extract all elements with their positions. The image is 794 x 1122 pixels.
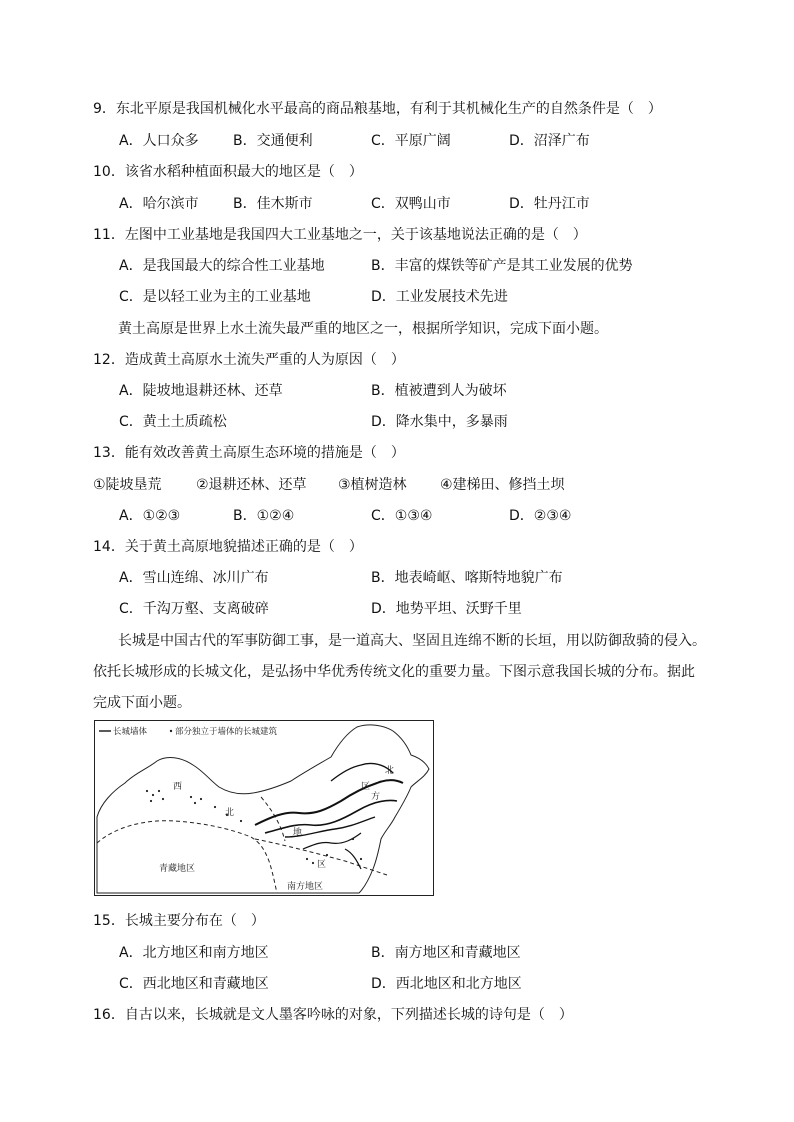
- question-16-stem: 16．自古以来，长城就是文人墨客吟咏的对象，下列描述长城的诗句是（ ）: [93, 1007, 573, 1023]
- q9-option-b[interactable]: B．交通便利: [233, 133, 313, 149]
- boundary-qingzang: [97, 821, 277, 893]
- q15-option-a[interactable]: A．北方地区和南方地区: [119, 945, 269, 961]
- great-wall-line-4: [331, 763, 393, 781]
- q14-option-a[interactable]: A．雪山连绵、冰川广布: [119, 570, 269, 586]
- q13-item-2: ②退耕还林、还草: [196, 477, 307, 493]
- legend-wall-label: 长城墙体: [113, 727, 148, 737]
- q15-option-c[interactable]: C．西北地区和青藏地区: [119, 976, 269, 992]
- boundary-northwest-north: [261, 797, 285, 841]
- q13-item-3: ③植树造林: [338, 477, 407, 493]
- q11-option-a[interactable]: A．是我国最大的综合性工业基地: [119, 258, 325, 274]
- q11-option-d[interactable]: D．工业发展技术先进: [371, 289, 508, 305]
- q15-option-d[interactable]: D．西北地区和北方地区: [371, 976, 522, 992]
- q11-option-b[interactable]: B．丰富的煤铁等矿产是其工业发展的优势: [371, 258, 633, 274]
- map-svg: [95, 721, 433, 895]
- question-15-stem: 15．长城主要分布在（ ）: [93, 913, 265, 929]
- q13-option-d[interactable]: D．②③④: [509, 508, 572, 524]
- label-fang: 方: [371, 792, 381, 802]
- wall-building-dots: [146, 790, 362, 864]
- china-outline: [97, 725, 429, 893]
- q13-item-1: ①陡坡垦荒: [93, 477, 162, 493]
- label-nanfang-region: 南方地区: [287, 882, 324, 892]
- legend-building-dot-icon: [170, 730, 172, 732]
- q14-option-d[interactable]: D．地势平坦、沃野千里: [371, 601, 522, 617]
- q11-option-c[interactable]: C．是以轻工业为主的工业基地: [119, 289, 311, 305]
- q10-option-c[interactable]: C．双鸭山市: [371, 196, 451, 212]
- question-12-stem: 12．造成黄土高原水土流失严重的人为原因（ ）: [93, 352, 405, 368]
- q13-option-b[interactable]: B．①②④: [233, 508, 295, 524]
- question-11-stem: 11．左图中工业基地是我国四大工业基地之一，关于该基地说法正确的是（ ）: [93, 227, 587, 243]
- q12-option-b[interactable]: B．植被遭到人为破坏: [371, 383, 507, 399]
- q13-option-a[interactable]: A．①②③: [119, 508, 181, 524]
- great-wall-intro-line-3: 完成下面小题。: [93, 695, 191, 711]
- label-bei-north: 北: [385, 766, 395, 776]
- q10-option-a[interactable]: A．哈尔滨市: [119, 196, 199, 212]
- label-qingzang-region: 青藏地区: [159, 864, 196, 874]
- label-xi: 西: [173, 782, 183, 792]
- q10-option-d[interactable]: D．牡丹江市: [509, 196, 590, 212]
- label-bei-northwest: 北: [225, 808, 235, 818]
- loess-plateau-intro: 黄土高原是世界上水土流失最严重的地区之一，根据所学知识，完成下面小题。: [118, 321, 608, 337]
- q13-item-4: ④建梯田、修挡土坝: [440, 477, 565, 493]
- q12-option-c[interactable]: C．黄土土质疏松: [119, 414, 227, 430]
- great-wall-line-5: [303, 833, 361, 849]
- q15-option-b[interactable]: B．南方地区和青藏地区: [371, 945, 521, 961]
- label-qu-north: 区: [317, 860, 327, 870]
- question-14-stem: 14．关于黄土高原地貌描述正确的是（ ）: [93, 539, 363, 555]
- q14-option-b[interactable]: B．地表崎岖、喀斯特地貌广布: [371, 570, 563, 586]
- label-qu-north-upper: 区: [361, 782, 371, 792]
- great-wall-intro-line-1: 长城是中国古代的军事防御工事，是一道高大、坚固且连绵不断的长垣，用以防御敌骑的侵入。: [118, 633, 706, 649]
- q10-option-b[interactable]: B．佳木斯市: [233, 196, 313, 212]
- q9-option-a[interactable]: A．人口众多: [119, 133, 199, 149]
- q12-option-d[interactable]: D．降水集中，多暴雨: [371, 414, 508, 430]
- question-9-stem: 9．东北平原是我国机械化水平最高的商品粮基地，有利于其机械化生产的自然条件是（ ）: [93, 101, 662, 117]
- question-10-stem: 10．该省水稻种植面积最大的地区是（ ）: [93, 164, 363, 180]
- q9-option-d[interactable]: D．沼泽广布: [509, 133, 590, 149]
- q13-option-c[interactable]: C．①③④: [371, 508, 433, 524]
- legend-building-label: 部分独立于墙体的长城建筑: [175, 727, 278, 737]
- great-wall-intro-line-2: 依托长城形成的长城文化，是弘扬中华优秀传统文化的重要力量。下图示意我国长城的分布。据此: [93, 664, 695, 680]
- label-di: 地: [293, 828, 303, 838]
- question-13-stem: 13．能有效改善黄土高原生态环境的措施是（ ）: [93, 445, 405, 461]
- great-wall-distribution-map: [94, 720, 434, 896]
- q9-option-c[interactable]: C．平原广阔: [371, 133, 451, 149]
- q14-option-c[interactable]: C．千沟万壑、支离破碎: [119, 601, 269, 617]
- q12-option-a[interactable]: A．陡坡地退耕还林、还草: [119, 383, 283, 399]
